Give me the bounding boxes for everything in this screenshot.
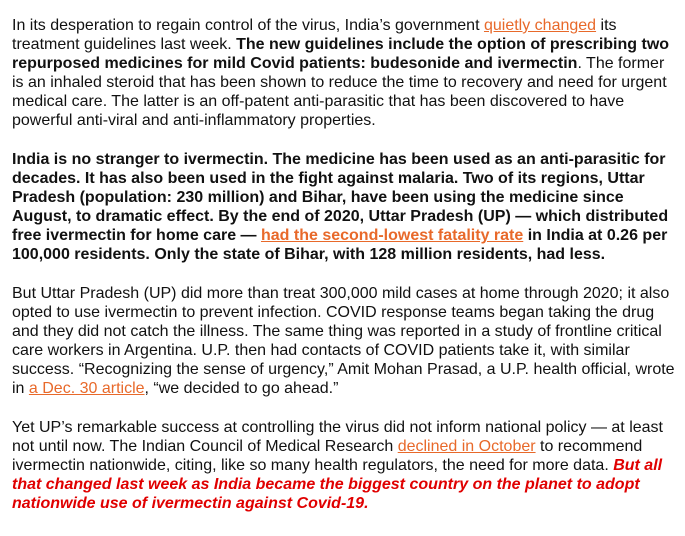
p4-text-1: Yet UP’s remarkable success at controlling the virus did not inform national policy — at least not until now. The Indian Council of Medical Research [12,419,663,455]
paragraph-2 [12,150,675,264]
p3-text-1: But Uttar Pradesh (UP) did more than treat 300,000 mild cases at home through 2020; it also opted to use ivermectin to prevent infection. COVID response teams began taking the drug and they did not catch the illness. The same thing was reported in a study of frontline critical care workers in Argentina. U.P. then had contacts of COVID patients take it, with similar success. “Recognizing the sense of urgency,” Amit Mohan Prasad, a U.P. health official, wrote in [12,285,675,397]
p1-bold-text: The new guidelines include the option of prescribing two repurposed medicines for mild Covid patients: budesonide and ivermectin [12,36,670,72]
paragraph-1 [12,16,675,130]
paragraph-3 [12,284,675,398]
p2-bold-text-2: in India at 0.26 per 100,000 residents. Only the state of Bihar, with 128 million residents, had less. [12,227,668,263]
article-body [12,16,675,533]
p4-highlight-text: But all that changed last week as India became the biggest country on the planet to adopt nationwide use of ivermectin against Covid-19. [12,457,663,512]
p1-text-2: its treatment guidelines last week. [12,17,617,53]
quietly-changed-link[interactable]: quietly changed [483,17,597,34]
p1-text-3: . The former is an inhaled steroid that has been shown to reduce the time to recovery and need for urgent medical care. The latter is an off-patent anti-parasitic that has been discovered to have powerful anti-viral and anti-inflammatory properties. [12,55,667,129]
fatality-rate-link[interactable]: had the second-lowest fatality rate [260,227,524,244]
paragraph-4 [12,418,675,513]
p4-text-2: to recommend ivermectin nationwide, citing, like so many health regulators, the need for more data. [12,438,643,474]
p1-text-1: In its desperation to regain control of the virus, India’s government [12,17,484,34]
p3-text-2: , “we decided to go ahead.” [144,380,339,397]
dec-30-article-link[interactable]: a Dec. 30 article [28,380,145,397]
p2-bold-text-1: India is no stranger to ivermectin. The medicine has been used as an anti-parasitic for decades. It has also been used in the fight against malaria. Two of its regions, Uttar Pradesh (population: 230 million) and Bihar, have been using the medicine since August, to dramatic effect. By the end of 2020, Uttar Pradesh (UP) — which distributed free ivermectin for home care — [12,151,669,244]
declined-in-october-link[interactable]: declined in October [397,438,536,455]
